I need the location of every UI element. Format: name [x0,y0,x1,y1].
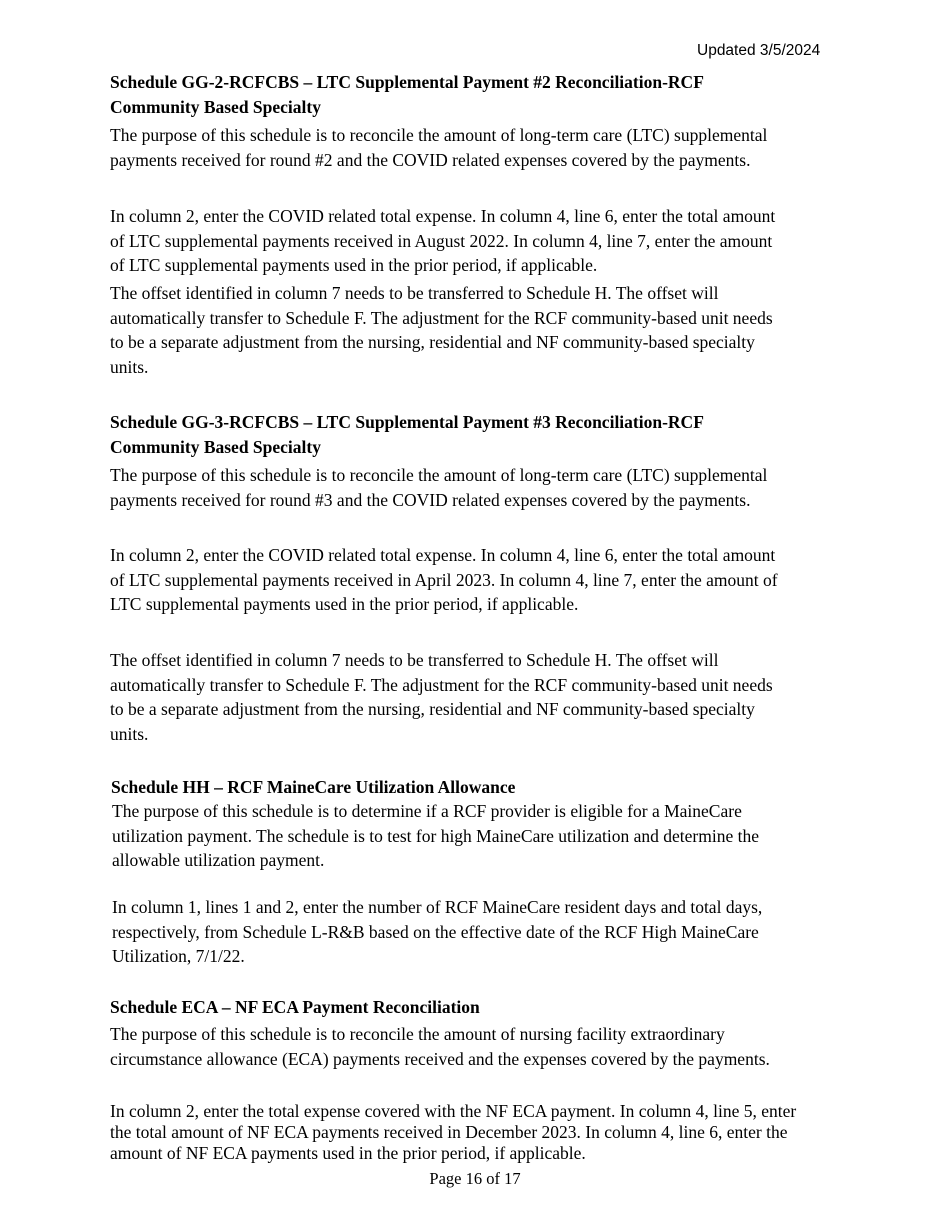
paragraph-gg3-instructions: In column 2, enter the COVID related total expense. In column 4, line 6, enter the total amount of LTC supplemental payments received in April 2023. In column 4, line 7, enter the amount of LTC supplemental payments used in the prior period, if applicable. [110,545,778,615]
updated-date: Updated 3/5/2024 [697,42,821,59]
heading-gg3: Schedule GG-3-RCFCBS – LTC Supplemental Payment #3 Reconciliation-RCF Community Based Specialty [110,412,704,457]
paragraph-gg2-offset: The offset identified in column 7 needs to be transferred to Schedule H. The offset will automatically transfer to Schedule F. The adjustment for the RCF community-based unit needs to be a separate adjustment from the nursing, residential and NF community-based specialty units. [110,283,773,378]
page-number: Page 16 of 17 [429,1169,521,1188]
paragraph-gg3-purpose: The purpose of this schedule is to reconcile the amount of long-term care (LTC) supplemental payments received for round #3 and the COVID related expenses covered by the payments. [110,465,768,510]
heading-gg2: Schedule GG-2-RCFCBS – LTC Supplemental Payment #2 Reconciliation-RCF Community Based Specialty [110,72,704,117]
heading-hh: Schedule HH – RCF MaineCare Utilization Allowance [111,777,516,797]
paragraph-gg2-instructions: In column 2, enter the COVID related total expense. In column 4, line 6, enter the total amount of LTC supplemental payments received in August 2022. In column 4, line 7, enter the amount of LTC supplemental payments used in the prior period, if applicable. [110,206,776,276]
paragraph-eca-purpose: The purpose of this schedule is to reconcile the amount of nursing facility extraordinary circumstance allowance (ECA) payments received and the expenses covered by the payments. [110,1024,770,1069]
paragraph-eca-instructions: In column 2, enter the total expense covered with the NF ECA payment. In column 4, line 5, enter the total amount of NF ECA payments received in December 2023. In column 4, line 6, enter the amount of NF ECA payments used in the prior period, if applicable. [110,1101,797,1163]
paragraph-gg3-offset: The offset identified in column 7 needs to be transferred to Schedule H. The offset will automatically transfer to Schedule F. The adjustment for the RCF community-based unit needs to be a separate adjustment from the nursing, residential and NF community-based specialty units. [110,650,773,745]
paragraph-gg2-purpose: The purpose of this schedule is to reconcile the amount of long-term care (LTC) supplemental payments received for round #2 and the COVID related expenses covered by the payments. [110,125,768,170]
paragraph-hh-instructions: In column 1, lines 1 and 2, enter the number of RCF MaineCare resident days and total days, respectively, from Schedule L-R&B based on the effective date of the RCF High MaineCare Utilization, 7/1/22. [112,897,763,967]
paragraph-hh-purpose: The purpose of this schedule is to determine if a RCF provider is eligible for a MaineCare utilization payment. The schedule is to test for high MaineCare utilization and determine the allowable utilization payment. [112,801,759,871]
heading-eca: Schedule ECA – NF ECA Payment Reconciliation [110,997,480,1017]
